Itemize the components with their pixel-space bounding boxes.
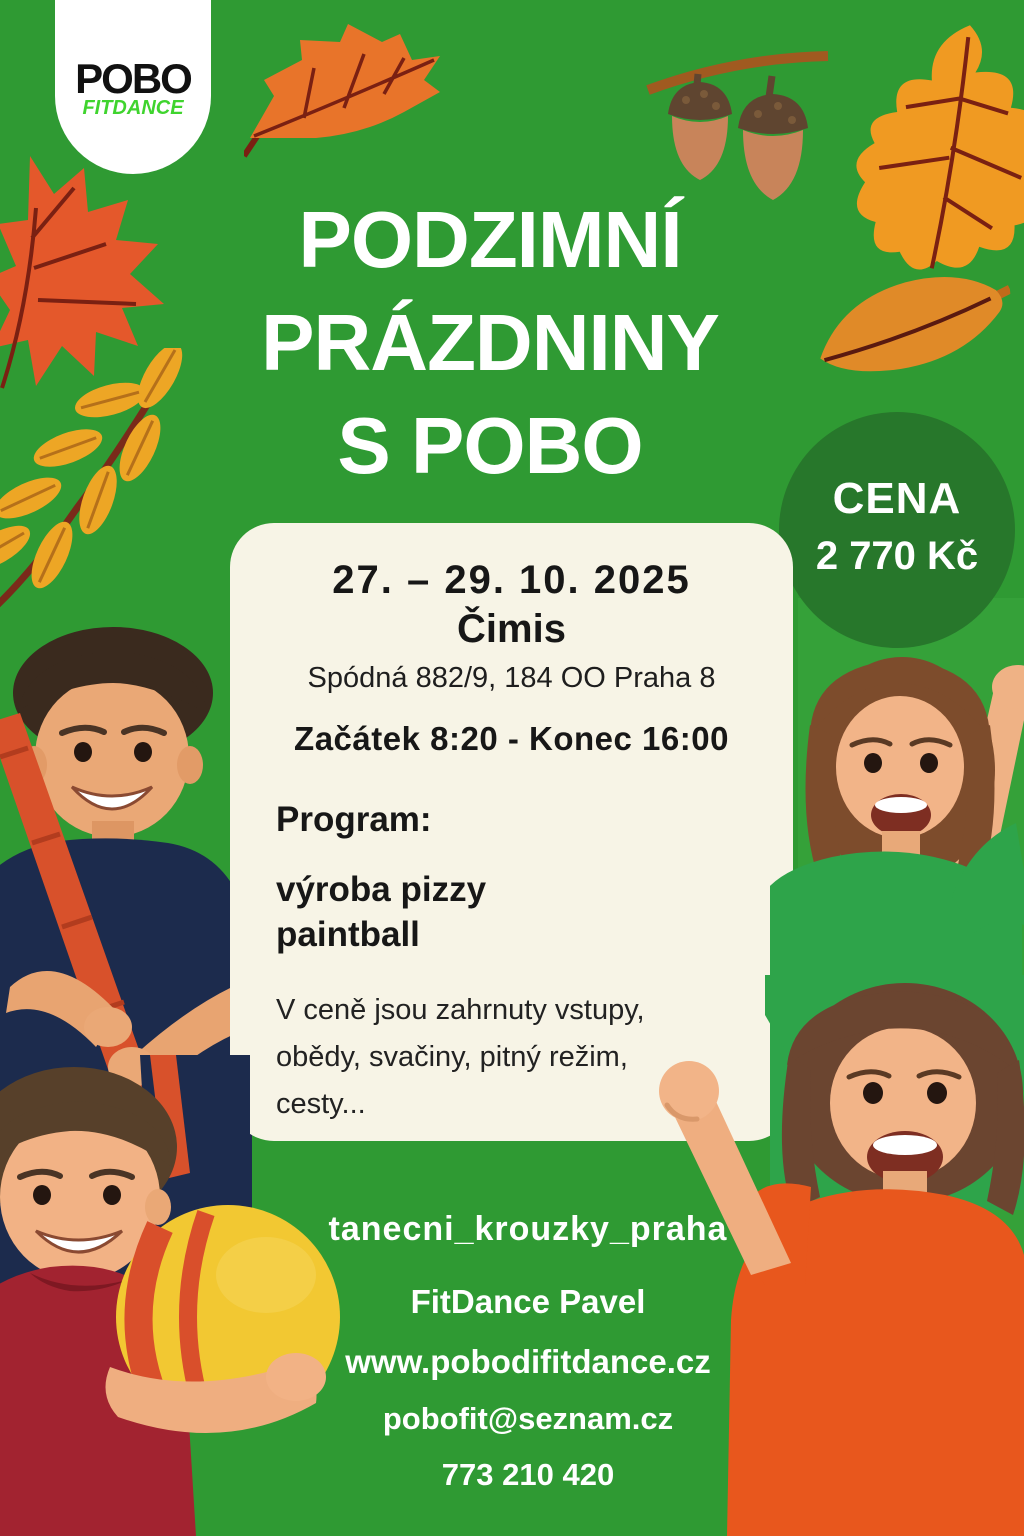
event-date: 27. – 29. 10. 2025 — [332, 558, 691, 602]
title-line: PRÁZDNINY — [261, 298, 719, 387]
price-value: 2 770 Kč — [815, 534, 979, 578]
title-line: PODZIMNÍ — [298, 195, 682, 284]
acorns-icon — [640, 28, 835, 208]
email-text: pobofit@seznam.cz — [382, 1401, 674, 1436]
contact-name: FitDance Pavel — [410, 1283, 646, 1320]
venue-address: Spódná 882/9, 184 OO Praha 8 — [307, 662, 716, 694]
poster-title — [100, 188, 880, 497]
note-line: cesty... — [276, 1088, 366, 1120]
phone-text: 773 210 420 — [441, 1457, 615, 1492]
logo-pobo-text: POBO — [75, 55, 191, 102]
program-label: Program: — [276, 800, 432, 839]
website-text: www.pobodifitdance.cz — [345, 1343, 711, 1380]
program-item: paintball — [276, 915, 420, 954]
program-item: výroba pizzy — [276, 870, 487, 909]
venue-name: Čimis — [457, 607, 566, 651]
boy-red-ball-photo — [0, 1055, 345, 1536]
price-label: CENA — [832, 474, 962, 523]
girl-orange-photo — [615, 975, 1024, 1536]
price-badge — [779, 412, 1015, 648]
pobo-logo-blob — [55, 0, 211, 174]
event-time: Začátek 8:20 - Konec 16:00 — [294, 720, 729, 757]
note-line: V ceně jsou zahrnuty vstupy, — [276, 994, 645, 1026]
note-line: obědy, svačiny, pitný režim, — [276, 1041, 628, 1073]
small-leaf-icon — [244, 8, 454, 158]
title-line: S POBO — [337, 401, 643, 490]
logo-fitdance-text: FITDANCE — [82, 97, 184, 119]
instagram-handle: tanecni_krouzky_praha — [328, 1210, 728, 1248]
